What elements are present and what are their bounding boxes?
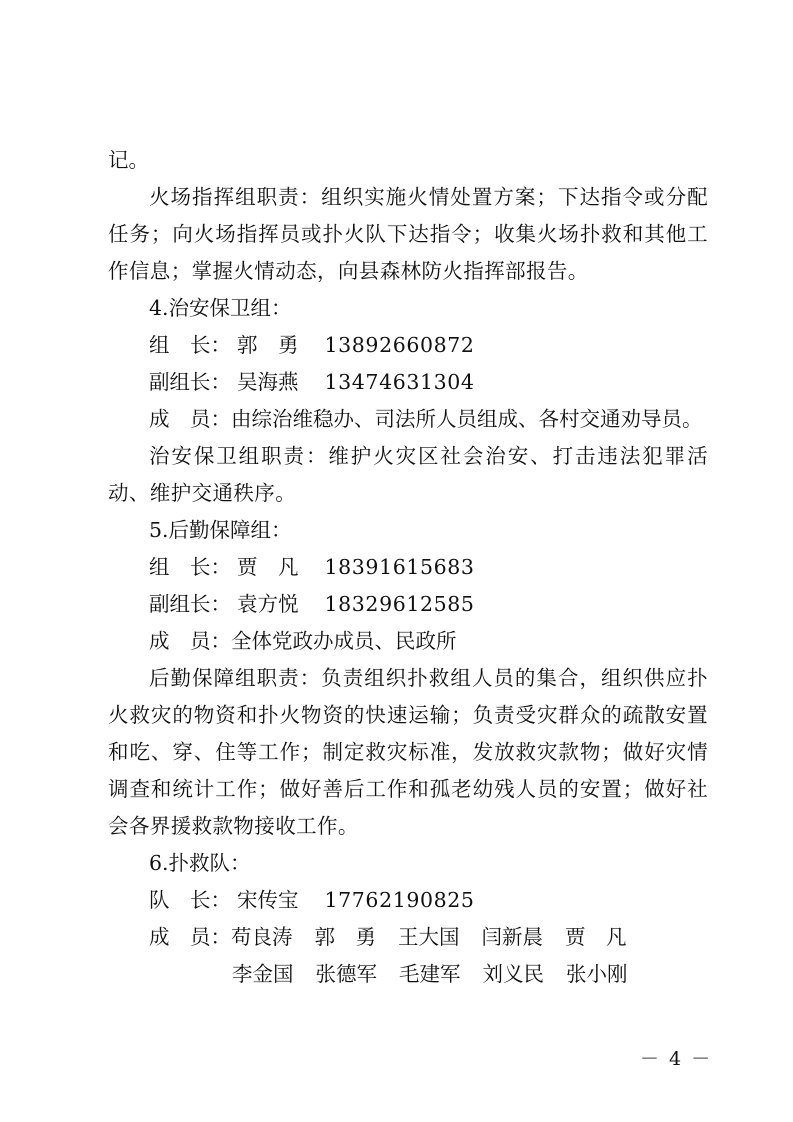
security-group-heading: 4.治安保卫组： bbox=[149, 296, 292, 320]
rescue-leader-label: 队 长： bbox=[149, 888, 231, 912]
logistics-leader-label: 组 长： bbox=[149, 555, 231, 579]
rescue-member: 张小刚 bbox=[566, 962, 628, 986]
logistics-members-row bbox=[108, 623, 708, 660]
page-number: － 4 － bbox=[640, 1048, 713, 1070]
security-deputy-row bbox=[108, 364, 708, 401]
rescue-members-label: 成 员： bbox=[149, 925, 231, 949]
document-body bbox=[108, 142, 708, 993]
rescue-member: 毛建军 bbox=[399, 962, 461, 986]
rescue-member: 张德军 bbox=[315, 962, 377, 986]
logistics-deputy-row bbox=[108, 586, 708, 623]
rescue-member: 苟良涛 bbox=[231, 925, 293, 949]
logistics-leader-phone: 18391615683 bbox=[324, 555, 475, 579]
logistics-leader-name: 贾 凡 bbox=[237, 555, 299, 579]
rescue-member: 郭 勇 bbox=[314, 925, 376, 949]
security-leader-label: 组 长： bbox=[149, 333, 231, 357]
rescue-member: 闫新晨 bbox=[481, 925, 543, 949]
security-members-label: 成 员： bbox=[149, 407, 231, 431]
logistics-deputy-name: 袁方悦 bbox=[237, 592, 299, 616]
logistics-leader-row bbox=[108, 549, 708, 586]
rescue-leader-row bbox=[108, 882, 708, 919]
security-leader-name: 郭 勇 bbox=[237, 333, 299, 357]
security-deputy-label: 副组长： bbox=[149, 370, 231, 394]
security-deputy-phone: 13474631304 bbox=[324, 370, 475, 394]
logistics-group-heading: 5.后勤保障组： bbox=[149, 518, 292, 542]
logistics-deputy-label: 副组长： bbox=[149, 592, 231, 616]
security-leader-phone: 13892660872 bbox=[324, 333, 475, 357]
rescue-member: 贾 凡 bbox=[565, 925, 627, 949]
security-members-text: 由综治维稳办、司法所人员组成、各村交通劝导员。 bbox=[231, 407, 703, 431]
security-members-row bbox=[108, 401, 708, 438]
logistics-deputy-phone: 18329612585 bbox=[324, 592, 475, 616]
security-deputy-name: 吴海燕 bbox=[237, 370, 299, 394]
rescue-member: 李金国 bbox=[232, 962, 294, 986]
rescue-leader-phone: 17762190825 bbox=[324, 888, 475, 912]
security-leader-row bbox=[108, 327, 708, 364]
security-duty-paragraph: 治安保卫组职责：维护火灾区社会治安、打击违法犯罪活动、维护交通秩序。 bbox=[108, 444, 708, 505]
rescue-members-row bbox=[108, 919, 708, 956]
rescue-member: 刘义民 bbox=[482, 962, 544, 986]
rescue-team-heading: 6.扑救队： bbox=[149, 851, 251, 875]
rescue-member: 王大国 bbox=[398, 925, 460, 949]
text-line-continuation: 记。 bbox=[108, 148, 149, 172]
logistics-duty-paragraph: 后勤保障组职责：负责组织扑救组人员的集合，组织供应扑火救灾的物资和扑火物资的快速运输；负责受灾群众的疏散安置和吃、穿、住等工作；制定救灾标准，发放救灾款物；做好灾情调查和统计工作；做好善后工作和孤老幼残人员的安置；做好社会各界援救款物接收工作。 bbox=[108, 666, 708, 838]
logistics-members-text: 全体党政办成员、民政所 bbox=[231, 629, 457, 653]
fire-command-duty-paragraph: 火场指挥组职责：组织实施火情处置方案；下达指令或分配任务；向火场指挥员或扑火队下达指令；收集火场扑救和其他工作信息；掌握火情动态，向县森林防火指挥部报告。 bbox=[108, 185, 708, 283]
logistics-members-label: 成 员： bbox=[149, 629, 231, 653]
rescue-leader-name: 宋传宝 bbox=[237, 888, 299, 912]
rescue-members-row-continued bbox=[108, 956, 708, 993]
